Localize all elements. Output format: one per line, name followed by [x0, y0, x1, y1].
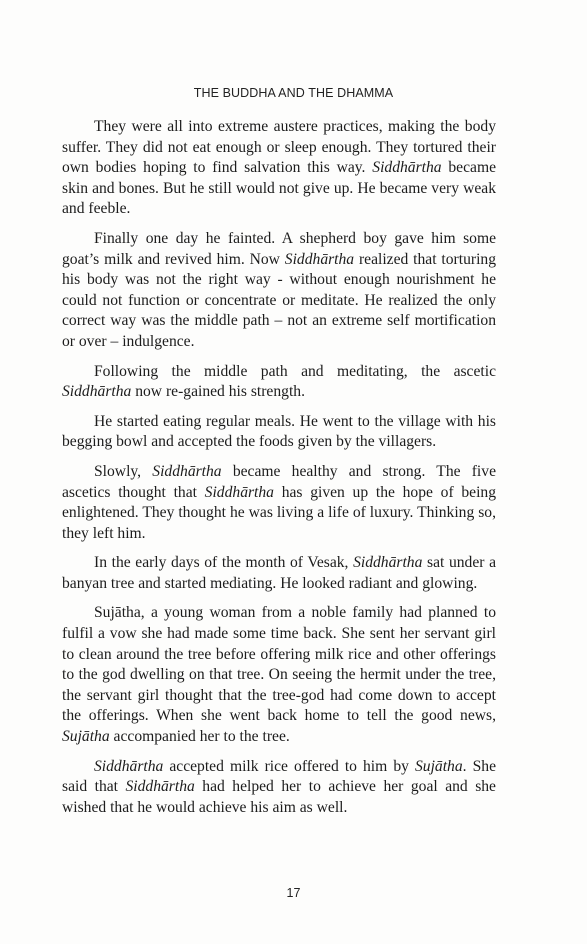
- text-run: Slowly,: [94, 462, 153, 480]
- body-text: [62, 117, 496, 818]
- text-run: accepted milk rice offered to him by: [163, 757, 415, 775]
- paragraph: [62, 757, 496, 819]
- text-run: accompanied her to the tree.: [109, 728, 290, 746]
- text-run: became skin and bones. But he still would not give up. He became very weak and feeble.: [62, 159, 496, 218]
- text-run: He started eating regular meals. He went to the village with his begging bowl and accepted the foods given by the villagers.: [62, 412, 496, 451]
- text-run: They were all into extreme austere practices, making the body suffer. They did not eat enough or sleep enough. They tortured their own bodies hoping to find salvation this way.: [62, 118, 496, 177]
- text-run: has given up the hope of being enlightened. They thought he was living a life of luxury. Thinking so, they left him.: [62, 483, 497, 542]
- italic-name: Sujātha: [414, 757, 463, 775]
- running-head-title: THE BUDDHA AND THE DHAMMA: [193, 86, 394, 100]
- paragraph: [62, 553, 496, 594]
- italic-name: Siddhārtha: [353, 554, 423, 572]
- text-run: Finally one day he fainted. A shepherd boy gave him some goat’s milk and revived him. Now: [62, 229, 496, 268]
- text-run: . She said that: [62, 757, 496, 796]
- text-run: sat under a banyan tree and started mediating. He looked radiant and glowing.: [62, 554, 496, 592]
- italic-name: Siddhārtha: [94, 757, 164, 775]
- italic-name: Siddhārtha: [372, 159, 442, 177]
- paragraph: [62, 362, 496, 403]
- page-number: 17: [286, 886, 301, 900]
- text-run: realized that torturing his body was not the right way - without enough nourishment he could not function or concentrate or meditate. He realized the only correct way was the middle path – not an extreme self mortification or over – indulgence.: [62, 250, 496, 350]
- paragraph: [62, 412, 496, 453]
- text-run: Following the middle path and meditating, the ascetic: [94, 362, 496, 380]
- text-run: In the early days of the month of Vesak,: [94, 554, 354, 572]
- text-run: now re-gained his strength.: [131, 383, 305, 401]
- paragraph: [62, 117, 496, 220]
- italic-name: Sujātha: [62, 728, 110, 746]
- paragraph: [62, 462, 496, 544]
- paragraph: [62, 603, 496, 747]
- italic-name: Siddhārtha: [284, 250, 355, 268]
- italic-name: Siddhārtha: [125, 778, 195, 796]
- text-run: Sujātha, a young woman from a noble family had planned to fulfil a vow she had made some time back. She sent her servant girl to clean around the tree before offering milk rice and other offerings to the god dwelling on that tree. On seeing the hermit under the tree, the servant girl thought that the tree-god had come down to accept the offerings. When she went back home to tell the good news,: [62, 604, 496, 725]
- text-run: had helped her to achieve her goal and she wished that he would achieve his aim as well.: [62, 778, 496, 816]
- italic-name: Siddhārtha: [204, 483, 274, 501]
- italic-name: Siddhārtha: [62, 383, 132, 401]
- text-run: became healthy and strong. The five ascetics thought that: [62, 462, 496, 501]
- paragraph: [62, 229, 496, 353]
- italic-name: Siddhārtha: [152, 462, 222, 480]
